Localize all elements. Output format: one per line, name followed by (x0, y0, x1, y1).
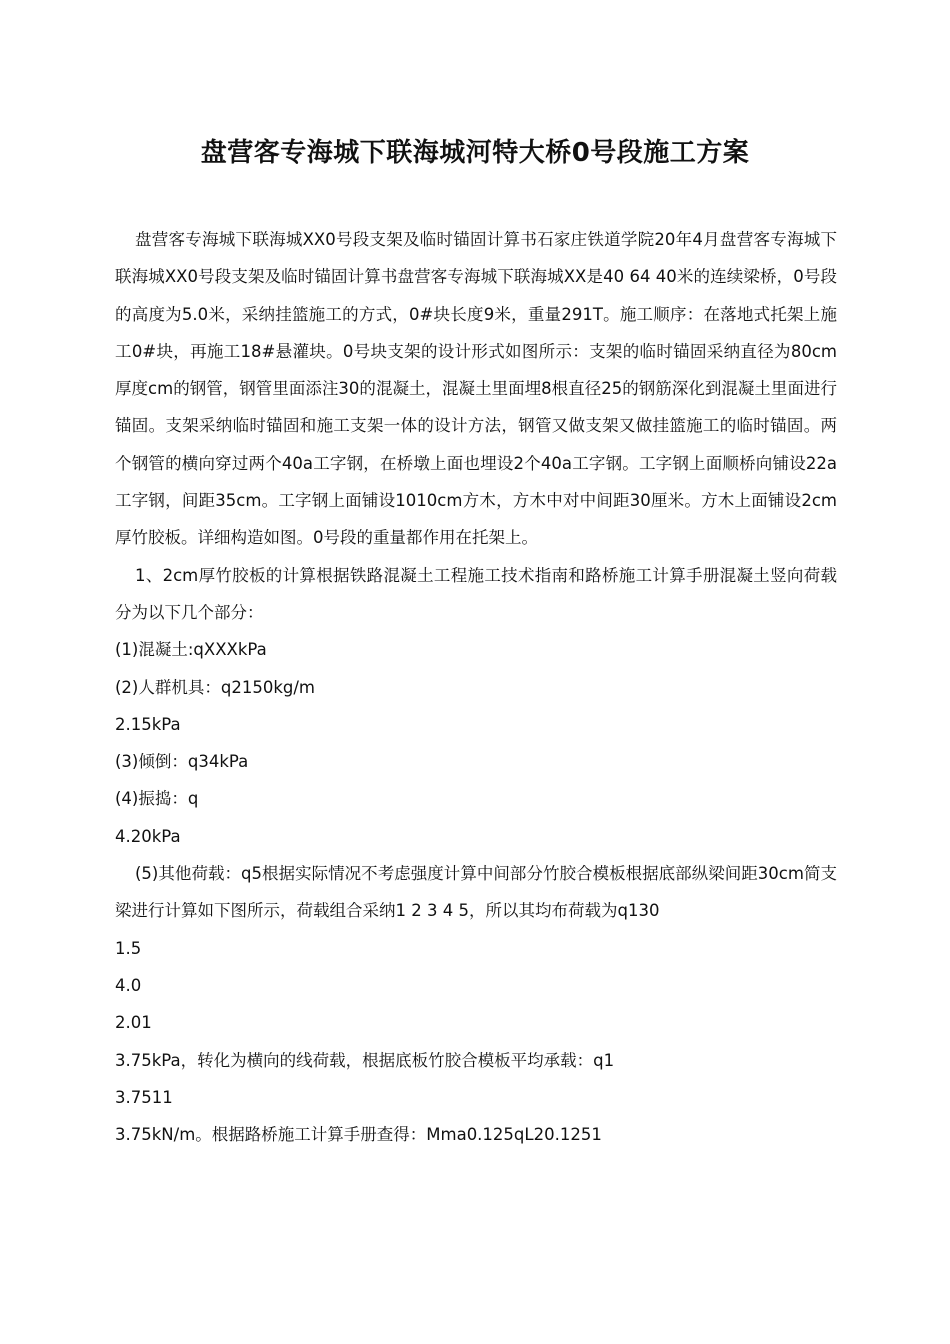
list-item-concrete: (1)混凝土:qXXXkPa (115, 640, 267, 660)
document-title: 盘营客专海城下联海城河特大桥0号段施工方案 (200, 138, 750, 168)
value-line: 3.7511 (115, 1087, 173, 1107)
document-body (115, 221, 837, 1153)
value-line: 1.5 (115, 938, 142, 958)
list-item-vibration: (4)振捣：q (115, 789, 199, 809)
value-line: 3.75kN/m。根据路桥施工计算手册查得：Mma0.125qL20.1251 (115, 1125, 602, 1145)
paragraph-intro: 盘营客专海城下联海城XX0号段支架及临时锚固计算书石家庄铁道学院20年4月盘营客专海城下联海城XX0号段支架及临时锚固计算书盘营客专海城下联海城XX是40 64 40米的连续梁桥，0号段的高度为5.0米，采纳挂篮施工的方式，0#块长度9米，重量291T。施工顺序：在落地式托架上施工0#块，再施工18#悬灌块。0号块支架的设计形式如图所示：支架的临时锚固采纳直径为80cm厚度cm的钢管，钢管里面添注30的混凝土，混凝土里面埋8根直径25的钢筋深化到混凝土里面进行锚固。支架采纳临时锚固和施工支架一体的设计方法，钢管又做支架又做挂篮施工的临时锚固。两个钢管的横向穿过两个40a工字钢，在桥墩上面也埋设2个40a工字钢。工字钢上面顺桥向铺设22a工字钢，间距35cm。工字钢上面铺设1010cm方木，方木中对中间距30厘米。方木上面铺设2cm厚竹胶板。详细构造如图。0号段的重量都作用在托架上。 (115, 230, 837, 548)
paragraph-plywood-calc: 1、2cm厚竹胶板的计算根据铁路混凝土工程施工技术指南和路桥施工计算手册混凝土竖向荷载分为以下几个部分： (115, 565, 837, 622)
list-item-pouring: (3)倾倒：q34kPa (115, 752, 249, 772)
value-line: 2.01 (115, 1013, 152, 1033)
value-line: 4.20kPa (115, 826, 181, 846)
list-item-crowd-machinery: (2)人群机具：q2150kg/m (115, 677, 315, 697)
list-item-other-loads: (5)其他荷载：q5根据实际情况不考虑强度计算中间部分竹胶合模板根据底部纵梁间距30cm简支梁进行计算如下图所示，荷载组合采纳1 2 3 4 5，所以其均布荷载为q130 (115, 864, 837, 921)
value-line: 4.0 (115, 975, 142, 995)
value-line: 2.15kPa (115, 714, 181, 734)
value-line: 3.75kPa，转化为横向的线荷载，根据底板竹胶合模板平均承载：q1 (115, 1050, 615, 1070)
